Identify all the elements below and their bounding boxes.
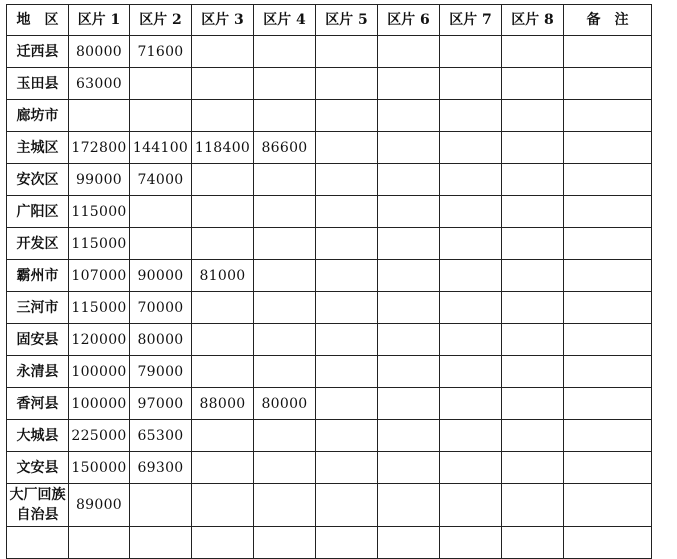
- note-cell: [564, 388, 652, 420]
- table-row: [7, 356, 652, 388]
- header-row: [7, 5, 652, 36]
- zone-6-cell: [378, 68, 440, 100]
- compensation-table: [6, 4, 652, 559]
- zone-6-cell: [378, 484, 440, 527]
- zone-1-cell: 63000: [69, 68, 130, 100]
- zone-3-cell: [192, 292, 254, 324]
- zone-7-cell: [440, 356, 502, 388]
- zone-7-cell: [440, 420, 502, 452]
- zone-1-cell: [69, 100, 130, 132]
- continuation-cell: [502, 527, 564, 559]
- area-cell: 霸州市: [7, 260, 69, 292]
- zone-8-cell: [502, 452, 564, 484]
- table-body: [7, 36, 652, 559]
- header-zone-7: 区片 7: [440, 5, 502, 36]
- zone-5-cell: [316, 356, 378, 388]
- zone-3-cell: [192, 228, 254, 260]
- table-row: [7, 196, 652, 228]
- zone-6-cell: [378, 132, 440, 164]
- zone-6-cell: [378, 228, 440, 260]
- zone-3-cell: [192, 36, 254, 68]
- header-zone-2: 区片 2: [130, 5, 192, 36]
- note-cell: [564, 324, 652, 356]
- zone-7-cell: [440, 484, 502, 527]
- zone-3-cell: 88000: [192, 388, 254, 420]
- zone-2-cell: 69300: [130, 452, 192, 484]
- zone-8-cell: [502, 68, 564, 100]
- zone-5-cell: [316, 420, 378, 452]
- zone-6-cell: [378, 388, 440, 420]
- table-row: [7, 484, 652, 527]
- zone-6-cell: [378, 452, 440, 484]
- zone-4-cell: [254, 260, 316, 292]
- zone-4-cell: [254, 196, 316, 228]
- zone-7-cell: [440, 452, 502, 484]
- zone-7-cell: [440, 68, 502, 100]
- note-cell: [564, 68, 652, 100]
- table-row: [7, 420, 652, 452]
- zone-1-cell: 150000: [69, 452, 130, 484]
- area-cell: 香河县: [7, 388, 69, 420]
- table-row: [7, 36, 652, 68]
- zone-4-cell: [254, 164, 316, 196]
- note-cell: [564, 228, 652, 260]
- zone-8-cell: [502, 324, 564, 356]
- area-cell: 玉田县: [7, 68, 69, 100]
- zone-6-cell: [378, 196, 440, 228]
- area-cell: 主城区: [7, 132, 69, 164]
- note-cell: [564, 36, 652, 68]
- zone-8-cell: [502, 388, 564, 420]
- zone-5-cell: [316, 260, 378, 292]
- note-cell: [564, 100, 652, 132]
- continuation-cell: [69, 527, 130, 559]
- note-cell: [564, 164, 652, 196]
- zone-7-cell: [440, 228, 502, 260]
- zone-1-cell: 115000: [69, 292, 130, 324]
- continuation-cell: [254, 527, 316, 559]
- area-cell: 廊坊市: [7, 100, 69, 132]
- zone-2-cell: 144100: [130, 132, 192, 164]
- zone-3-cell: [192, 356, 254, 388]
- header-zone-6: 区片 6: [378, 5, 440, 36]
- zone-5-cell: [316, 132, 378, 164]
- area-cell: 开发区: [7, 228, 69, 260]
- continuation-cell: [378, 527, 440, 559]
- zone-8-cell: [502, 132, 564, 164]
- zone-1-cell: 107000: [69, 260, 130, 292]
- area-cell: 大城县: [7, 420, 69, 452]
- table-row: [7, 132, 652, 164]
- zone-4-cell: 80000: [254, 388, 316, 420]
- zone-1-cell: 115000: [69, 228, 130, 260]
- table-row: [7, 388, 652, 420]
- table-row: [7, 452, 652, 484]
- zone-4-cell: [254, 36, 316, 68]
- zone-2-cell: [130, 100, 192, 132]
- table-row: [7, 228, 652, 260]
- area-cell: 固安县: [7, 324, 69, 356]
- zone-3-cell: [192, 324, 254, 356]
- zone-4-cell: [254, 324, 316, 356]
- zone-8-cell: [502, 164, 564, 196]
- zone-5-cell: [316, 196, 378, 228]
- zone-8-cell: [502, 260, 564, 292]
- zone-4-cell: [254, 356, 316, 388]
- continuation-cell: [440, 527, 502, 559]
- zone-3-cell: [192, 164, 254, 196]
- area-cell: 永清县: [7, 356, 69, 388]
- zone-1-cell: 225000: [69, 420, 130, 452]
- zone-8-cell: [502, 292, 564, 324]
- header-zone-1: 区片 1: [69, 5, 130, 36]
- zone-1-cell: 172800: [69, 132, 130, 164]
- zone-3-cell: [192, 420, 254, 452]
- area-cell: 安次区: [7, 164, 69, 196]
- zone-6-cell: [378, 420, 440, 452]
- zone-5-cell: [316, 452, 378, 484]
- zone-4-cell: [254, 420, 316, 452]
- zone-2-cell: 97000: [130, 388, 192, 420]
- zone-8-cell: [502, 356, 564, 388]
- zone-1-cell: 99000: [69, 164, 130, 196]
- header-zone-3: 区片 3: [192, 5, 254, 36]
- header-zone-5: 区片 5: [316, 5, 378, 36]
- zone-1-cell: 100000: [69, 356, 130, 388]
- continuation-cell: [316, 527, 378, 559]
- zone-5-cell: [316, 484, 378, 527]
- zone-7-cell: [440, 36, 502, 68]
- zone-6-cell: [378, 356, 440, 388]
- continuation-cell: [564, 527, 652, 559]
- zone-2-cell: [130, 228, 192, 260]
- zone-7-cell: [440, 164, 502, 196]
- zone-6-cell: [378, 292, 440, 324]
- zone-7-cell: [440, 324, 502, 356]
- area-cell: 广阳区: [7, 196, 69, 228]
- zone-1-cell: 100000: [69, 388, 130, 420]
- zone-8-cell: [502, 484, 564, 527]
- zone-3-cell: 118400: [192, 132, 254, 164]
- zone-2-cell: 80000: [130, 324, 192, 356]
- zone-5-cell: [316, 324, 378, 356]
- header-zone-8: 区片 8: [502, 5, 564, 36]
- note-cell: [564, 356, 652, 388]
- header-note: 备 注: [564, 5, 652, 36]
- zone-1-cell: 120000: [69, 324, 130, 356]
- zone-5-cell: [316, 292, 378, 324]
- zone-4-cell: [254, 292, 316, 324]
- table-row: [7, 260, 652, 292]
- table-row: [7, 324, 652, 356]
- zone-5-cell: [316, 164, 378, 196]
- area-cell: 文安县: [7, 452, 69, 484]
- zone-8-cell: [502, 100, 564, 132]
- zone-3-cell: [192, 68, 254, 100]
- zone-2-cell: 90000: [130, 260, 192, 292]
- area-cell: 三河市: [7, 292, 69, 324]
- zone-4-cell: [254, 100, 316, 132]
- zone-1-cell: 89000: [69, 484, 130, 527]
- zone-1-cell: 115000: [69, 196, 130, 228]
- zone-7-cell: [440, 388, 502, 420]
- table-row: [7, 100, 652, 132]
- zone-7-cell: [440, 260, 502, 292]
- continuation-cell: [7, 527, 69, 559]
- zone-2-cell: [130, 196, 192, 228]
- zone-8-cell: [502, 420, 564, 452]
- zone-8-cell: [502, 36, 564, 68]
- note-cell: [564, 484, 652, 527]
- zone-6-cell: [378, 164, 440, 196]
- note-cell: [564, 420, 652, 452]
- zone-6-cell: [378, 260, 440, 292]
- zone-1-cell: 80000: [69, 36, 130, 68]
- zone-3-cell: [192, 196, 254, 228]
- zone-4-cell: [254, 484, 316, 527]
- zone-5-cell: [316, 36, 378, 68]
- zone-8-cell: [502, 228, 564, 260]
- header-area: 地 区: [7, 5, 69, 36]
- zone-7-cell: [440, 196, 502, 228]
- zone-4-cell: [254, 228, 316, 260]
- note-cell: [564, 292, 652, 324]
- zone-7-cell: [440, 100, 502, 132]
- zone-3-cell: [192, 484, 254, 527]
- zone-2-cell: 71600: [130, 36, 192, 68]
- zone-5-cell: [316, 228, 378, 260]
- zone-4-cell: [254, 68, 316, 100]
- zone-2-cell: [130, 484, 192, 527]
- zone-5-cell: [316, 100, 378, 132]
- table-row: [7, 164, 652, 196]
- table-row: [7, 292, 652, 324]
- continuation-cell: [192, 527, 254, 559]
- table-row: [7, 68, 652, 100]
- zone-2-cell: [130, 68, 192, 100]
- zone-7-cell: [440, 292, 502, 324]
- zone-2-cell: 74000: [130, 164, 192, 196]
- area-cell: 大厂回族 自治县: [7, 484, 69, 527]
- zone-8-cell: [502, 196, 564, 228]
- zone-4-cell: [254, 452, 316, 484]
- zone-6-cell: [378, 36, 440, 68]
- zone-6-cell: [378, 100, 440, 132]
- zone-2-cell: 70000: [130, 292, 192, 324]
- zone-5-cell: [316, 388, 378, 420]
- continuation-row: [7, 527, 652, 559]
- zone-3-cell: 81000: [192, 260, 254, 292]
- continuation-cell: [130, 527, 192, 559]
- zone-3-cell: [192, 452, 254, 484]
- zone-3-cell: [192, 100, 254, 132]
- note-cell: [564, 260, 652, 292]
- zone-5-cell: [316, 68, 378, 100]
- zone-7-cell: [440, 132, 502, 164]
- header-zone-4: 区片 4: [254, 5, 316, 36]
- zone-2-cell: 65300: [130, 420, 192, 452]
- note-cell: [564, 132, 652, 164]
- zone-4-cell: 86600: [254, 132, 316, 164]
- zone-6-cell: [378, 324, 440, 356]
- note-cell: [564, 452, 652, 484]
- note-cell: [564, 196, 652, 228]
- zone-2-cell: 79000: [130, 356, 192, 388]
- area-cell: 迁西县: [7, 36, 69, 68]
